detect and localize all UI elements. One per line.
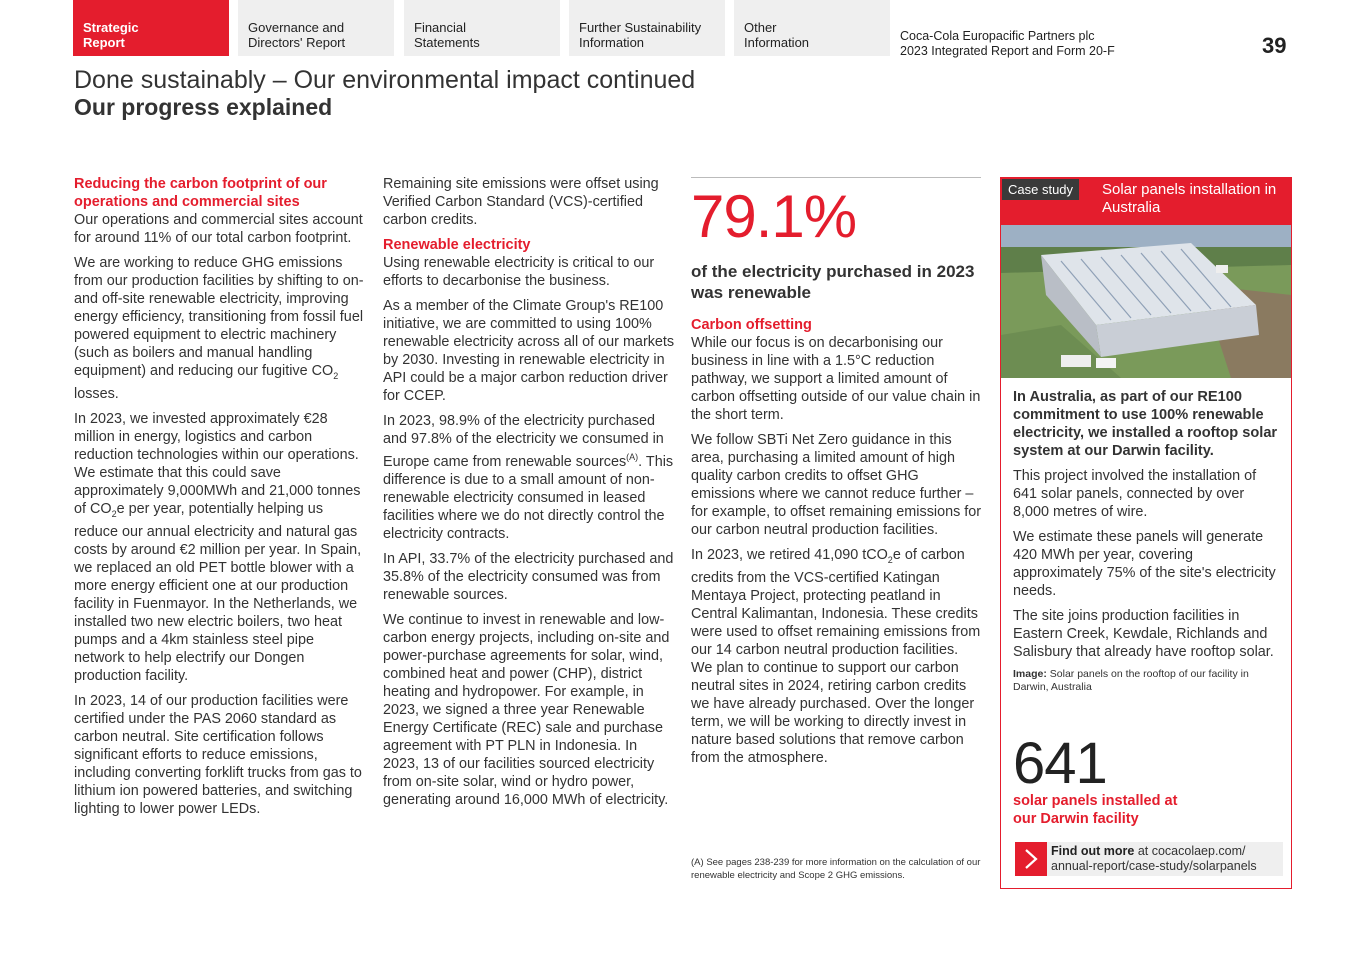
footnote-marker: (A) — [691, 857, 704, 868]
column-renewable-electricity — [383, 175, 675, 816]
image-caption: Image: Solar panels on the rooftop of our facility in Darwin, Australia — [1013, 668, 1249, 693]
tab-strategic-report[interactable] — [73, 0, 229, 56]
stat-renewable-percent: 79.1% — [691, 183, 857, 250]
tab-label-line1: Financial — [414, 20, 467, 35]
tab-financial-statements[interactable] — [404, 0, 560, 56]
case-study-body — [1013, 388, 1283, 701]
paragraph: In 2023, we retired 41,090 tCO$_2$e of carbon credits from the VCS-certified Katingan Mentaya Project, protecting peatland in Central Kalimantan, Indonesia. These credits were used to offset remaining emissions from our 14 carbon neutral production facilities. We plan to continue to support our carbon neutral sites in 2024, retiring carbon credits we have already purchased. Over the longer term, we will be working to directly invest in nature based solutions that remove carbon from the atmosphere. — [691, 547, 981, 766]
divider — [691, 177, 981, 178]
section-heading: Renewable electricity — [383, 237, 531, 253]
tab-label-line1: Further Sustainability — [579, 20, 702, 35]
page-subtitle: Our progress explained — [74, 94, 333, 120]
case-study-title: Solar panels installation in Australia — [1102, 181, 1277, 216]
solar-facility-photo — [1001, 225, 1291, 378]
paragraph: In 2023, 14 of our production facilities were certified under the PAS 2060 standard as carbon neutral. Site certification follows significant efforts to reduce emissions, including converting forklift trucks from gas to lithium ion powered batteries, and switching lighting to lower power LEDs. — [74, 692, 362, 817]
paragraph: Our operations and commercial sites account for around 11% of our total carbon footprint. — [74, 212, 363, 246]
tab-label-line1: Other — [744, 20, 777, 35]
paragraph: As a member of the Climate Group's RE100 initiative, we are committed to using 100% renewable electricity across all of our markets by 2030. Investing in renewable electricity in API could be a major carbon reduction driver for CCEP. — [383, 298, 675, 404]
section-heading: Carbon offsetting — [691, 317, 812, 333]
case-study-lead: In Australia, as part of our RE100 commitment to use 100% renewable electricity, we installed a rooftop solar system at our Darwin facility. — [1013, 389, 1278, 459]
footnote-ref: (A) — [626, 452, 639, 462]
paragraph: In API, 33.7% of the electricity purchased and 35.8% of the electricity consumed was from renewable sources. — [383, 550, 674, 603]
tab-label-line1: Governance and — [248, 20, 345, 35]
paragraph: Using renewable electricity is critical to our efforts to decarbonise the business. — [383, 255, 655, 289]
paragraph: We follow SBTi Net Zero guidance in this area, purchasing a limited amount of high quality carbon credits to offset GHG emissions where we cannot reduce further – for example, to offset remaining emissions for our carbon neutral production facilities. — [691, 432, 982, 538]
page-title: Done sustainably – Our environmental impact continued — [74, 66, 696, 94]
paragraph: In 2023, 98.9% of the electricity purchased and 97.8% of the electricity we consumed in Europe came from renewable sources$^{(A)}$. This difference is due to a small amount of non-renewable electricity consumed in leased facilities where we do not directly control the electricity contracts. — [383, 413, 674, 542]
tab-label-line1: Strategic — [83, 20, 139, 35]
case-study-box — [1000, 177, 1292, 889]
chevron-right-icon — [1015, 842, 1047, 876]
paragraph: The site joins production facilities in Eastern Creek, Kewdale, Richlands and Salisbury that already have rooftop solar. — [1013, 608, 1274, 660]
find-out-more-link[interactable] — [1015, 842, 1283, 876]
find-out-more-text: Find out more at cocacolaep.com/ annual-report/case-study/solarpanels — [1051, 844, 1257, 873]
column-carbon-footprint — [74, 175, 366, 825]
tab-label-line2: Information — [579, 35, 645, 50]
paragraph: While our focus is on decarbonising our business in line with a 1.5°C reduction pathway, we support a limited amount of carbon offsetting outside of our value chain in the short term. — [691, 335, 981, 423]
paragraph: We are working to reduce GHG emissions from our production facilities by shifting to on- and off-site renewable electricity, improving energy efficiency, transitioning from fossil fuel powered equipment to electric machinery (such as boilers and manual handling equipment) and reducing our fugitive $CO_2$ losses. — [74, 255, 364, 402]
report-name: 2023 Integrated Report and Form 20-F — [900, 44, 1115, 58]
company-info — [900, 29, 1115, 59]
tab-label-line2: Statements — [414, 35, 480, 50]
page-number: 39 — [1262, 33, 1287, 58]
tab-other-information[interactable] — [734, 0, 890, 56]
stat-caption: solar panels installed at our Darwin facility — [1013, 793, 1178, 827]
tab-governance[interactable] — [238, 0, 394, 56]
paragraph: In 2023, we invested approximately €28 million in energy, logistics and carbon reduction technologies within our operations. We estimate that this could save approximately 9,000MWh and 21,000 tonnes of $CO_2e$ per year, potentially helping us reduce our annual electricity and natural gas costs by around €2 million per year. In Spain, we replaced an old PET bottle blower with a more energy efficient one at our production facility in Fuenmayor. In the Netherlands, we installed two new electric boilers, two heat pumps and a 4km stainless steel pipe network to help electrify our Dongen production facility. — [74, 410, 362, 684]
footnote — [691, 856, 983, 882]
tab-label-line2: Directors' Report — [248, 35, 346, 50]
paragraph: We estimate these panels will generate 420 MWh per year, covering approximately 75% of the site's electricity needs. — [1013, 529, 1276, 599]
tab-label-line2: Report — [83, 35, 125, 50]
case-study-header — [1001, 178, 1291, 225]
paragraph: We continue to invest in renewable and low-carbon energy projects, including on-site and power-purchase agreements for solar, wind, combined heat and power (CHP), district heating and hydropower. For example, in 2023, we signed a three year Renewable Energy Certificate (REC) sale and purchase agreement with PT PLN in Indonesia. In 2023, 13 of our facilities sourced electricity from on-site solar, wind or hydro power, generating around 16,000 MWh of electricity. — [383, 611, 670, 808]
footnote-text: See pages 238-239 for more information on the calculation of our renewable electricity and Scope 2 GHG emissions. — [691, 857, 981, 881]
paragraph: Remaining site emissions were offset using Verified Carbon Standard (VCS)-certified carbon credits. — [383, 176, 659, 228]
section-heading: Reducing the carbon footprint of our operations and commercial sites — [74, 176, 327, 210]
column-carbon-offsetting — [691, 183, 983, 774]
paragraph: This project involved the installation of 641 solar panels, connected by over 8,000 metres of wire. — [1013, 468, 1257, 520]
case-study-tag: Case study — [1002, 179, 1079, 200]
company-name: Coca-Cola Europacific Partners plc — [900, 29, 1095, 43]
tab-further-sustainability[interactable] — [569, 0, 725, 56]
stat-solar-panels: 641 — [1013, 731, 1107, 796]
tab-label-line2: Information — [744, 35, 810, 50]
stat-caption: of the electricity purchased in 2023 was renewable — [691, 262, 975, 302]
